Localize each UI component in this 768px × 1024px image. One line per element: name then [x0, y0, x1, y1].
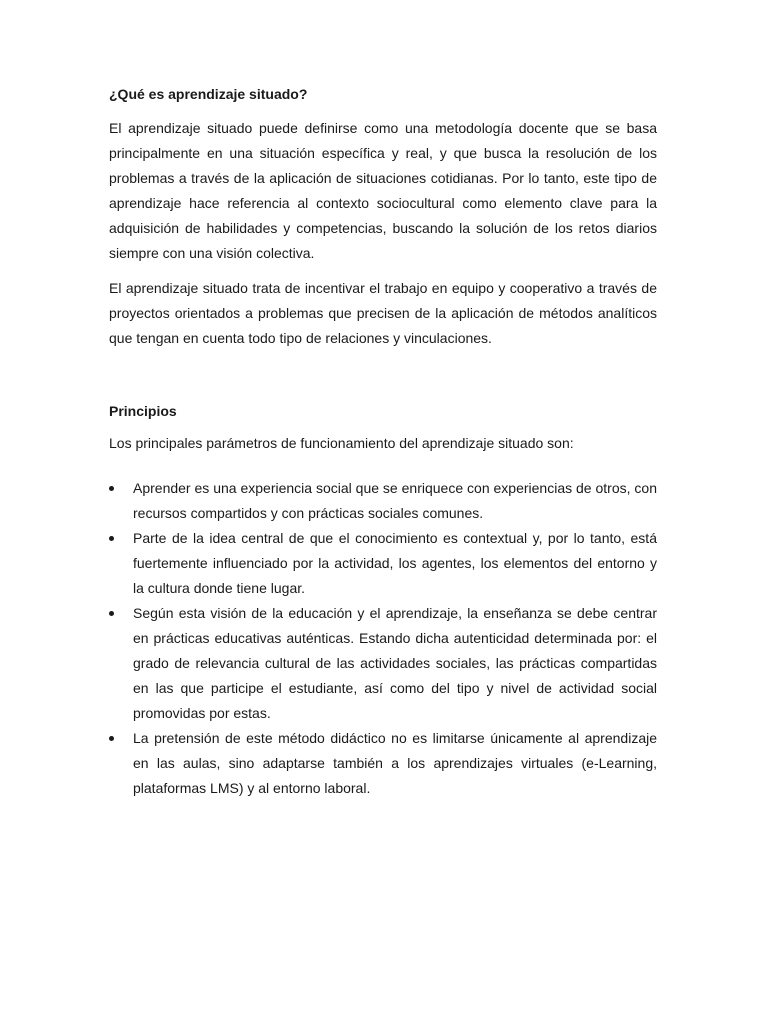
list-item [109, 476, 657, 526]
document-page [109, 82, 657, 801]
section-spacer [109, 361, 657, 399]
bullet-icon [109, 736, 114, 741]
section-heading-que-es: ¿Qué es aprendizaje situado? [109, 86, 308, 102]
paragraph-definition: El aprendizaje situado puede definirse como una metodología docente que se basa principalmente en una situación específica y real, y que busca la resolución de los problemas a través de la aplicación de situaciones cotidianas. Por lo tanto, este tipo de aprendizaje hace referencia al contexto sociocultural como elemento clave para la adquisición de habilidades y competencias, buscando la solución de los retos diarios siempre con una visión colectiva. [109, 120, 657, 261]
paragraph-teamwork: El aprendizaje situado trata de incentivar el trabajo en equipo y cooperativo a través de proyectos orientados a problemas que precisen de la aplicación de métodos analíticos que tengan en cuenta todo tipo de relaciones y vinculaciones. [109, 280, 657, 346]
principles-list [109, 476, 657, 801]
bullet-icon [109, 536, 114, 541]
list-item-text: Según esta visión de la educación y el aprendizaje, la enseñanza se debe centrar en prácticas educativas auténticas. Estando dicha autenticidad determinada por: el grado de relevancia cultural de las actividades sociales, las prácticas compartidas en las que participe el estudiante, así como del tipo y nivel de actividad social promovidas por estas. [133, 605, 657, 721]
list-item-text: Parte de la idea central de que el conocimiento es contextual y, por lo tanto, está fuertemente influenciado por la actividad, los agentes, los elementos del entorno y la cultura donde tiene lugar. [133, 530, 657, 596]
bullet-icon [109, 611, 114, 616]
list-item-text: Aprender es una experiencia social que se enriquece con experiencias de otros, con recursos compartidos y con prácticas sociales comunes. [133, 480, 657, 521]
bullet-icon [109, 486, 114, 491]
paragraph-principios-intro: Los principales parámetros de funcionamiento del aprendizaje situado son: [109, 435, 574, 451]
list-item-text: La pretensión de este método didáctico no es limitarse únicamente al aprendizaje en las aulas, sino adaptarse también a los aprendizajes virtuales (e-Learning, plataformas LMS) y al entorno laboral. [133, 730, 657, 796]
list-item [109, 726, 657, 801]
section-heading-principios: Principios [109, 403, 177, 419]
list-item [109, 526, 657, 601]
list-item [109, 601, 657, 726]
